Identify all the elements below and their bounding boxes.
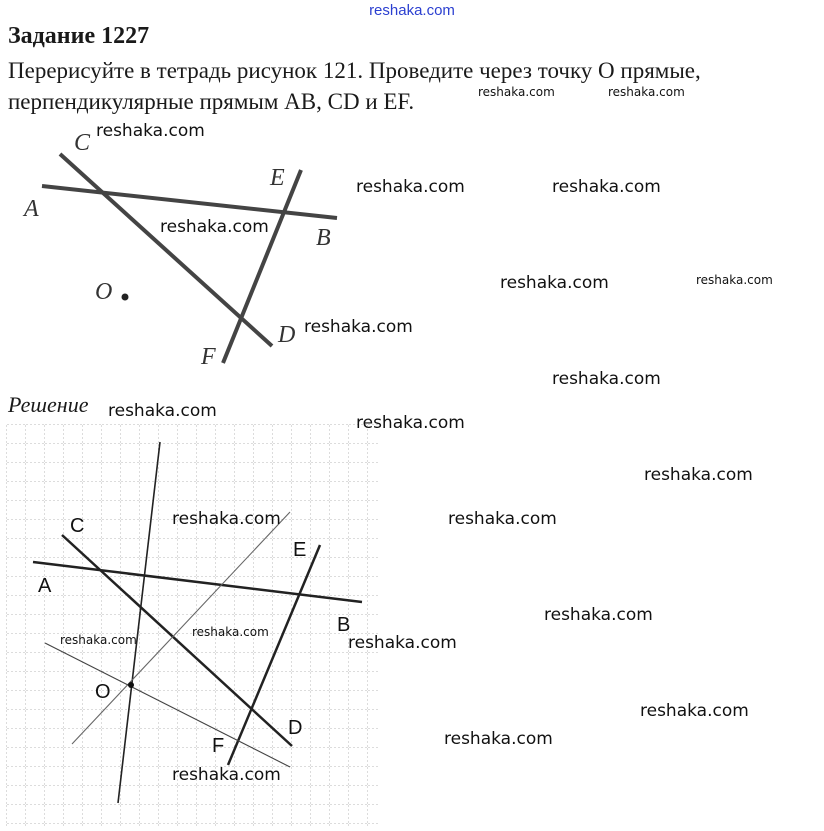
label-a: A	[24, 196, 39, 222]
site-header[interactable]: reshaka.com	[369, 2, 455, 19]
label-o: O	[95, 279, 113, 305]
watermark: reshaka.com	[356, 413, 465, 433]
watermark: reshaka.com	[552, 369, 661, 389]
solution-label: Решение	[8, 392, 89, 417]
watermark: reshaka.com	[500, 273, 609, 293]
label-f: F	[201, 344, 216, 370]
point-o	[122, 294, 129, 301]
watermark: reshaka.com	[448, 509, 557, 529]
label-d: D	[278, 322, 296, 348]
label-c-solution: C	[70, 515, 85, 537]
watermark: reshaka.com	[172, 765, 281, 785]
label-b-solution: B	[337, 614, 351, 636]
watermark: reshaka.com	[544, 605, 653, 625]
watermark: reshaka.com	[356, 177, 465, 197]
figure-121	[22, 130, 337, 370]
watermark: reshaka.com	[192, 625, 269, 639]
watermark: reshaka.com	[478, 85, 555, 99]
watermark: reshaka.com	[160, 217, 269, 237]
watermark: reshaka.com	[304, 317, 413, 337]
watermark: reshaka.com	[696, 273, 773, 287]
task-title: Задание 1227	[8, 23, 150, 49]
watermark: reshaka.com	[96, 121, 205, 141]
point-o-solution	[128, 682, 134, 688]
label-e: E	[270, 165, 285, 191]
label-c: C	[74, 130, 91, 156]
label-e-solution: E	[293, 539, 307, 561]
watermark: reshaka.com	[608, 85, 685, 99]
label-b: B	[316, 225, 331, 251]
watermark: reshaka.com	[108, 401, 217, 421]
label-a-solution: A	[38, 575, 52, 597]
task-text: Перерисуйте в тетрадь рисунок 121. Проведите через точку О прямые, перпендикулярные прямым AB, CD и EF.	[8, 58, 701, 114]
watermark: reshaka.com	[444, 729, 553, 749]
watermark: reshaka.com	[640, 701, 749, 721]
watermark: reshaka.com	[172, 509, 281, 529]
label-f-solution: F	[212, 735, 225, 757]
watermark: reshaka.com	[60, 633, 137, 647]
watermark: reshaka.com	[552, 177, 661, 197]
watermark: reshaka.com	[348, 633, 457, 653]
label-d-solution: D	[288, 717, 303, 739]
label-o-solution: O	[95, 681, 111, 703]
watermark: reshaka.com	[644, 465, 753, 485]
